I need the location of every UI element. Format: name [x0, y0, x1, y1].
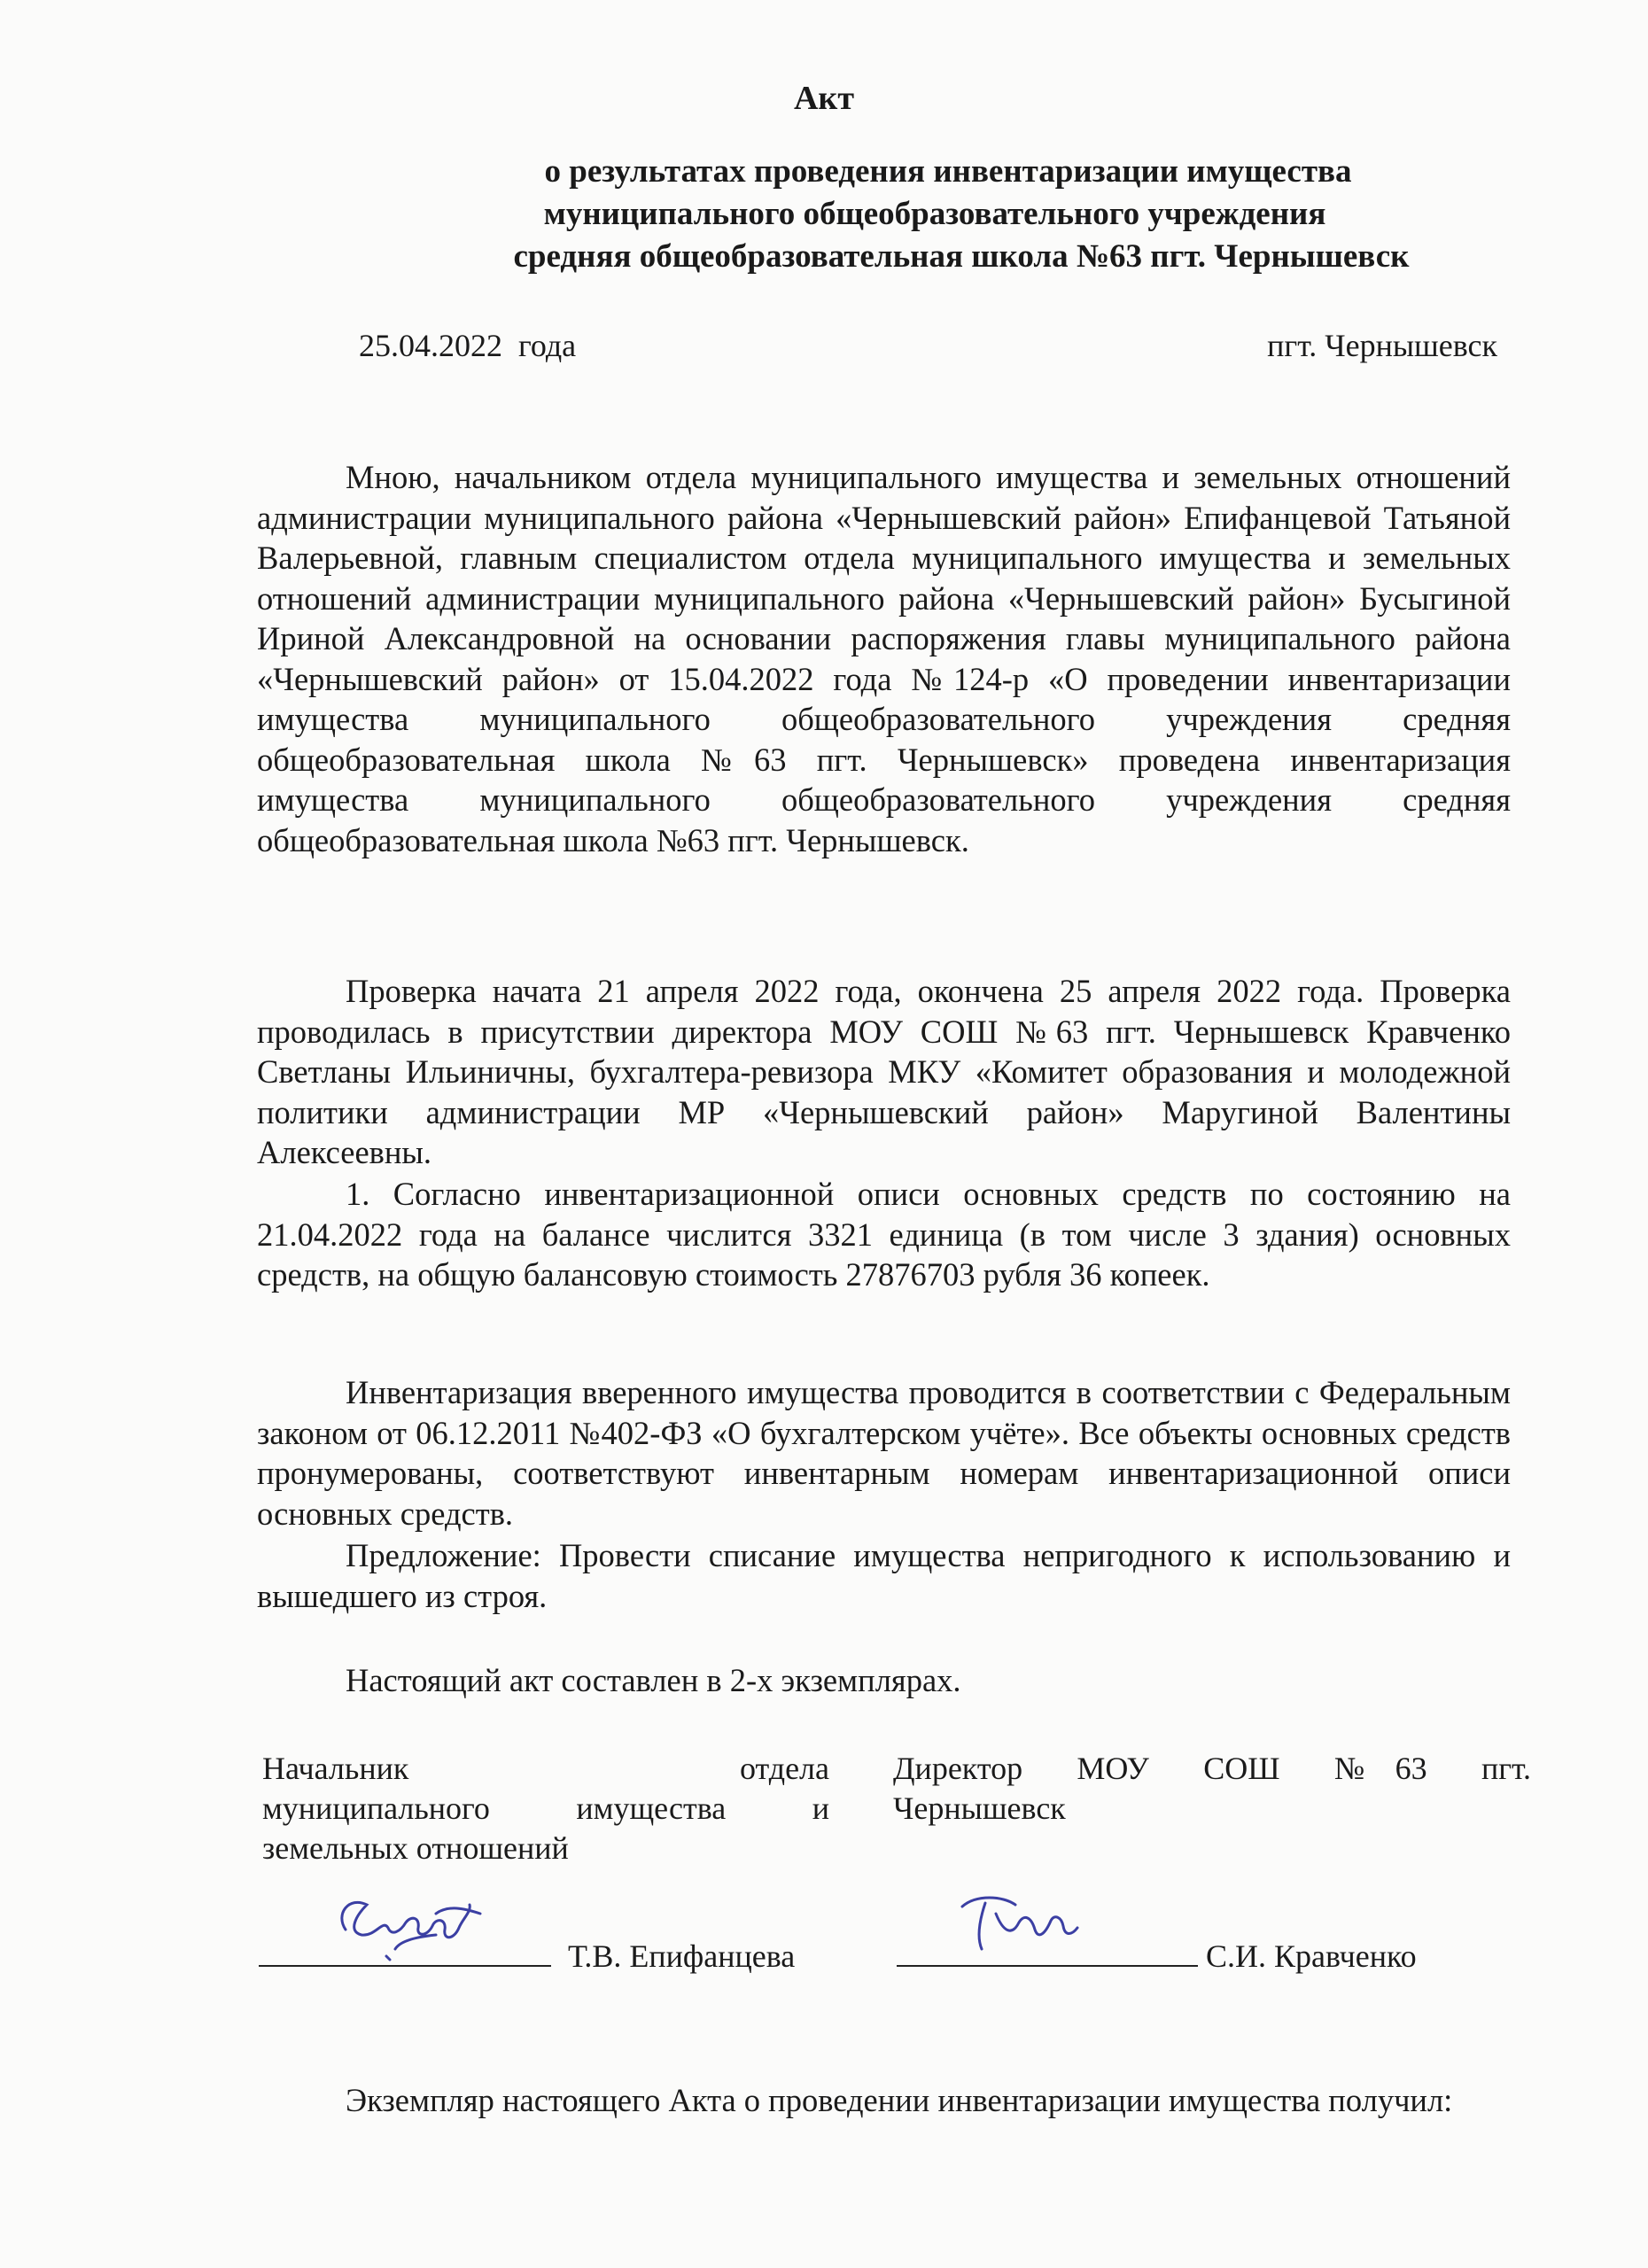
- subtitle-line: средняя общеобразовательная школа №63 пгт. Чернышевск: [513, 238, 1410, 275]
- paragraph-law: [257, 1372, 1511, 1534]
- left-signatory-name: Т.В. Епифанцева: [568, 1938, 796, 1974]
- subtitle-line: муниципального общеобразовательного учреждения: [543, 196, 1326, 232]
- position-line: Директор МОУ СОШ №63 пгт.: [893, 1751, 1531, 1786]
- paragraph-text: 1. Согласно инвентаризационной описи основных средств по состоянию на 21.04.2022 года на балансе числится 3321 единица (в том числе 3 здания) основных средств, на общую балансовую стоимость 27876703 рубля 36 копеек.: [257, 1176, 1511, 1293]
- paragraph-copies: [257, 1660, 1511, 1701]
- paragraph-received: [257, 2080, 1511, 2121]
- position-line: Начальник отдела: [262, 1751, 829, 1786]
- paragraph-text: Настоящий акт составлен в 2-х экземплярах.: [346, 1662, 961, 1698]
- paragraph-commission: [257, 457, 1511, 860]
- document-place: пгт. Чернышевск: [1267, 328, 1497, 363]
- paragraph-inspection: [257, 971, 1511, 1173]
- paragraph-text: Мною, начальником отдела муниципального имущества и земельных отношений администрации муниципального района «Чернышевский район» Епифанцевой Татьяной Валерьевной, главным специалистом отдела муниципального имущества и земельных отношений администрации муниципального района «Чернышевский район» Бусыгиной Ириной Александровной на основании распоряжения главы муниципального района «Чернышевский район» от 15.04.2022 года №124-р «О проведении инвентаризации имущества муниципального общеобразовательного учреждения средняя общеобразовательная школа №63 пгт. Чернышевск» проведена инвентаризация имущества муниципального общеобразовательного учреждения средняя общеобразовательная школа №63 пгт. Чернышевск.: [257, 459, 1511, 858]
- right-signatory-position: [893, 1749, 1531, 1829]
- paragraph-text: Экземпляр настоящего Акта о проведении инвентаризации имущества получил:: [346, 2082, 1453, 2118]
- right-signature-scribble: [950, 1887, 1092, 1967]
- paragraph-text: Предложение: Провести списание имущества непригодного к использованию и вышедшего из строя.: [257, 1537, 1511, 1614]
- document-title: Акт: [793, 80, 854, 117]
- position-line: Чернышевск: [893, 1790, 1066, 1826]
- left-signature-scribble: [330, 1878, 507, 1976]
- paragraph-inventory-list: [257, 1174, 1511, 1295]
- paragraph-text: Инвентаризация вверенного имущества проводится в соответствии с Федеральным законом от 06.12.2011 №402-ФЗ «О бухгалтерском учёте». Все объекты основных средств пронумерованы, соответствуют инвентарным номерам инвентаризационной описи основных средств.: [257, 1374, 1511, 1532]
- position-line: муниципального имущества и: [262, 1790, 829, 1826]
- right-signatory-name: С.И. Кравченко: [1206, 1938, 1417, 1974]
- document-date: 25.04.2022 года: [359, 328, 577, 363]
- position-line: земельных отношений: [262, 1830, 569, 1866]
- document-subtitle: [416, 151, 1480, 278]
- paragraph-proposal: [257, 1535, 1511, 1616]
- paragraph-text: Проверка начата 21 апреля 2022 года, окончена 25 апреля 2022 года. Проверка проводилась в присутствии директора МОУ СОШ №63 пгт. Чернышевск Кравченко Светланы Ильиничны, бухгалтера-ревизора МКУ «Комитет образования и молодежной политики администрации МР «Чернышевский район» Маругиной Валентины Алексеевны.: [257, 973, 1511, 1170]
- subtitle-line: о результатах проведения инвентаризации имущества: [544, 153, 1352, 190]
- left-signatory-position: [262, 1749, 829, 1868]
